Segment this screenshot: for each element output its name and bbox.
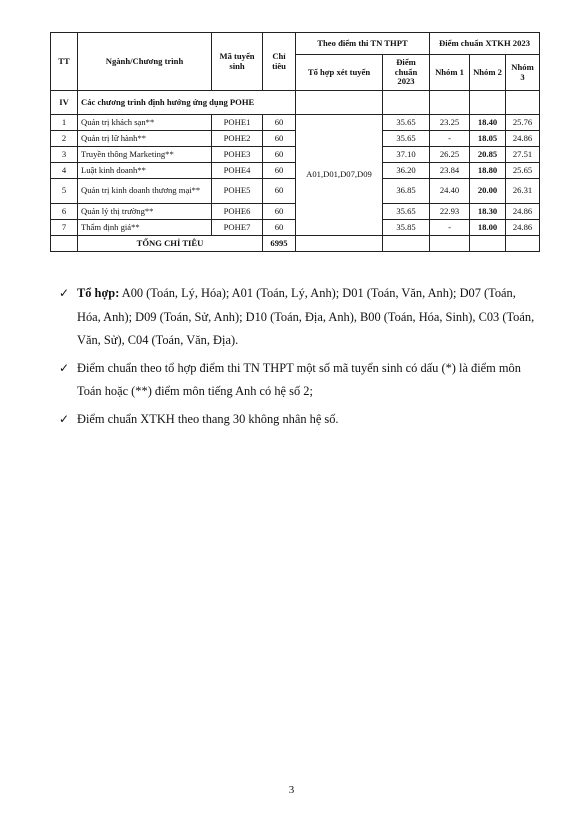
table-cell: [51, 236, 78, 252]
row-program-name: Quản trị lữ hành**: [78, 131, 212, 147]
table-row: [51, 179, 540, 204]
row-quota: 60: [263, 163, 296, 179]
header-thpt-group: Theo điểm thi TN THPT: [296, 33, 430, 55]
row-program-name: Quản trị khách sạn**: [78, 115, 212, 131]
row-code: POHE1: [212, 115, 263, 131]
row-code: POHE6: [212, 204, 263, 220]
row-code: POHE5: [212, 179, 263, 204]
row-thpt-score: 36.85: [383, 179, 430, 204]
row-group2: 20.00: [470, 179, 506, 204]
check-icon: ✓: [59, 286, 70, 300]
header-group1: Nhóm 1: [430, 55, 470, 91]
header-tt: TT: [51, 33, 78, 91]
row-thpt-score: 35.85: [383, 220, 430, 236]
row-code: POHE4: [212, 163, 263, 179]
row-group1: 22.93: [430, 204, 470, 220]
row-tt: 6: [51, 204, 78, 220]
header-group3: Nhóm 3: [506, 55, 540, 91]
table-cell: [383, 91, 430, 115]
note-lead: Tổ hợp:: [77, 286, 120, 300]
row-quota: 60: [263, 179, 296, 204]
header-code: Mã tuyển sinh: [212, 33, 263, 91]
row-code: POHE7: [212, 220, 263, 236]
row-tt: 1: [51, 115, 78, 131]
row-group3: 25.65: [506, 163, 540, 179]
header-group2: Nhóm 2: [470, 55, 506, 91]
row-code: POHE3: [212, 147, 263, 163]
row-quota: 60: [263, 115, 296, 131]
row-program-name: Luật kinh doanh**: [78, 163, 212, 179]
section-number: IV: [51, 91, 78, 115]
row-group3: 24.86: [506, 204, 540, 220]
row-tt: 4: [51, 163, 78, 179]
row-group1: 26.25: [430, 147, 470, 163]
note-text: Điểm chuẩn XTKH theo thang 30 không nhân hệ số.: [77, 411, 339, 426]
row-group2: 18.40: [470, 115, 506, 131]
row-thpt-score: 37.10: [383, 147, 430, 163]
note-text: A00 (Toán, Lý, Hóa); A01 (Toán, Lý, Anh); D01 (Toán, Văn, Anh); D07 (Toán, Hóa, Anh); D09 (Toán, Sử, Anh); D10 (Toán, Địa, Anh), B00 (Toán, Hóa, Sinh), C03 (Toán, Văn, Sử), C04 (Toán, Văn, Địa).: [77, 286, 535, 347]
notes-list: [59, 282, 537, 435]
table-cell: [470, 91, 506, 115]
row-group3: 24.86: [506, 220, 540, 236]
table-row: [51, 220, 540, 236]
row-group2: 18.80: [470, 163, 506, 179]
row-group1: -: [430, 131, 470, 147]
row-thpt-score: 35.65: [383, 204, 430, 220]
row-code: POHE2: [212, 131, 263, 147]
row-group3: 26.31: [506, 179, 540, 204]
row-thpt-score: 35.65: [383, 115, 430, 131]
row-group2: 18.30: [470, 204, 506, 220]
admission-score-table: [50, 32, 540, 252]
table-cell: [470, 236, 506, 252]
row-group1: 23.25: [430, 115, 470, 131]
row-group3: 27.51: [506, 147, 540, 163]
note-item: [59, 408, 537, 432]
row-program-name: Truyền thông Marketing**: [78, 147, 212, 163]
total-value: 6995: [263, 236, 296, 252]
note-item: [59, 357, 537, 404]
total-label: TỔNG CHỈ TIÊU: [78, 236, 263, 252]
row-quota: 60: [263, 147, 296, 163]
table-cell: [430, 236, 470, 252]
table-row: [51, 204, 540, 220]
total-row: [51, 236, 540, 252]
header-quota: Chỉ tiêu: [263, 33, 296, 91]
row-quota: 60: [263, 220, 296, 236]
row-tt: 5: [51, 179, 78, 204]
row-group2: 20.85: [470, 147, 506, 163]
header-thpt-score: Điểm chuẩn 2023: [383, 55, 430, 91]
table-row: [51, 163, 540, 179]
row-quota: 60: [263, 131, 296, 147]
table-cell: [506, 91, 540, 115]
row-tt: 3: [51, 147, 78, 163]
note-text: Điểm chuẩn theo tổ hợp điểm thi TN THPT một số mã tuyển sinh có dấu (*) là điểm môn Toán hoặc (**) điểm môn tiếng Anh có hệ số 2;: [77, 360, 521, 398]
note-item: [59, 282, 537, 353]
row-group1: 24.40: [430, 179, 470, 204]
row-program-name: Quản lý thị trường**: [78, 204, 212, 220]
check-icon: ✓: [59, 360, 70, 375]
row-group2: 18.00: [470, 220, 506, 236]
row-group3: 25.76: [506, 115, 540, 131]
row-tt: 2: [51, 131, 78, 147]
table-cell: [430, 91, 470, 115]
row-thpt-score: 36.20: [383, 163, 430, 179]
row-group1: 23.84: [430, 163, 470, 179]
header-xtkh-group: Điểm chuẩn XTKH 2023: [430, 33, 540, 55]
row-quota: 60: [263, 204, 296, 220]
row-thpt-score: 35.65: [383, 131, 430, 147]
row-group2: 18.05: [470, 131, 506, 147]
table-row: [51, 131, 540, 147]
row-group1: -: [430, 220, 470, 236]
section-title: Các chương trình định hướng ứng dụng POHE: [78, 91, 296, 115]
table-cell: [506, 236, 540, 252]
table-row: [51, 115, 540, 131]
row-tt: 7: [51, 220, 78, 236]
row-group3: 24.86: [506, 131, 540, 147]
page-number: 3: [288, 784, 295, 796]
header-program: Ngành/Chương trình: [78, 33, 212, 91]
row-program-name: Thẩm định giá**: [78, 220, 212, 236]
table-header-row: [51, 33, 540, 55]
row-program-name: Quản trị kinh doanh thương mại**: [78, 179, 212, 204]
table-cell: [296, 91, 383, 115]
section-row: [51, 91, 540, 115]
shared-combo-cell: A01,D01,D07,D09: [296, 115, 383, 236]
header-combo: Tổ hợp xét tuyển: [296, 55, 383, 91]
table-cell: [383, 236, 430, 252]
table-cell: [296, 236, 383, 252]
check-icon: ✓: [59, 411, 70, 426]
table-row: [51, 147, 540, 163]
